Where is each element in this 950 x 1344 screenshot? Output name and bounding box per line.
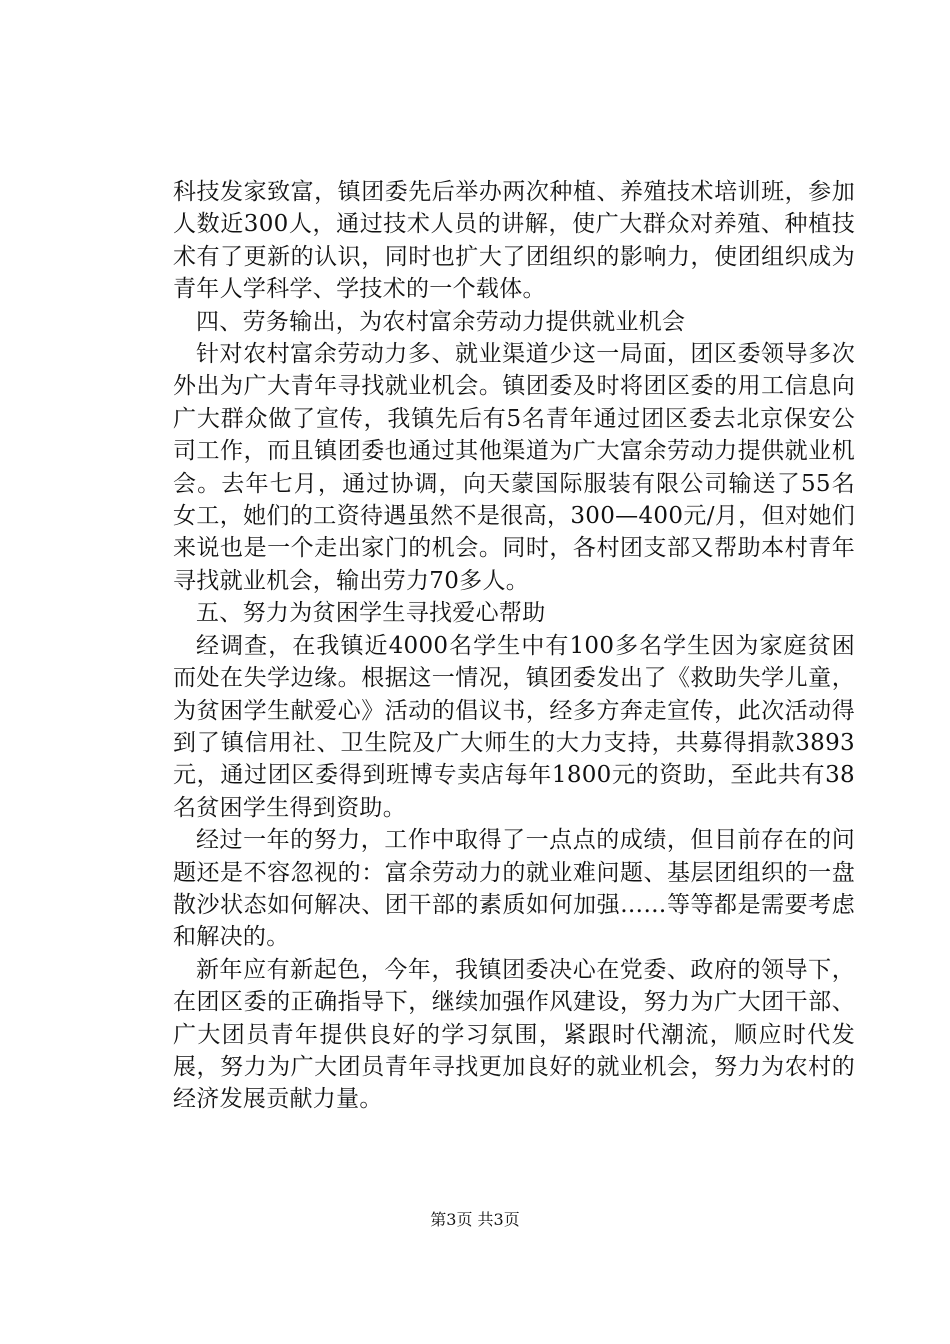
- paragraph-problems: 经过一年的努力，工作中取得了一点点的成绩，但目前存在的问题还是不容忽视的：富余劳动力的就业难问题、基层团组织的一盘散沙状态如何解决、团干部的素质如何加强……等等都是需要考虑和解决的。: [173, 827, 855, 951]
- paragraph-continuation: 科技发家致富，镇团委先后举办两次种植、养殖技术培训班，参加人数近300人，通过技术人员的讲解，使广大群众对养殖、种植技术有了更新的认识，同时也扩大了团组织的影响力，使团组织成为青年人学科学、学技术的一个载体。: [173, 179, 855, 303]
- paragraph-new-year: 新年应有新起色，今年，我镇团委决心在党委、政府的领导下，在团区委的正确指导下，继续加强作风建设，努力为广大团干部、广大团员青年提供良好的学习氛围，紧跟时代潮流，顺应时代发展，努力为广大团员青年寻找更加良好的就业机会，努力为农村的经济发展贡献力量。: [173, 956, 855, 1113]
- page-number-footer: 第3页 共3页: [430, 1210, 520, 1229]
- paragraph-student-aid: 经调查，在我镇近4000名学生中有100多名学生因为家庭贫困而处在失学边缘。根据这一情况，镇团委发出了《救助失学儿童，为贫困学生献爱心》活动的倡议书，经多方奔走宣传，此次活动得到了镇信用社、卫生院及广大师生的大力支持，共募得捐款3893元，通过团区委得到班博专卖店每年1800元的资助，至此共有38名贫困学生得到资助。: [173, 632, 855, 821]
- document-body: [173, 176, 855, 1116]
- section-heading-five: 五、努力为贫困学生寻找爱心帮助: [196, 600, 546, 627]
- paragraph-labor-export: 针对农村富余劳动力多、就业渠道少这一局面，团区委领导多次外出为广大青年寻找就业机会。镇团委及时将团区委的用工信息向广大群众做了宣传，我镇先后有5名青年通过团区委去北京保安公司工作，而且镇团委也通过其他渠道为广大富余劳动力提供就业机会。去年七月，通过协调，向天蒙国际服装有限公司输送了55名女工，她们的工资待遇虽然不是很高，300—400元/月，但对她们来说也是一个走出家门的机会。同时，各村团支部又帮助本村青年寻找就业机会，输出劳力70多人。: [173, 341, 855, 594]
- section-heading-four: 四、劳务输出，为农村富余劳动力提供就业机会: [196, 308, 686, 335]
